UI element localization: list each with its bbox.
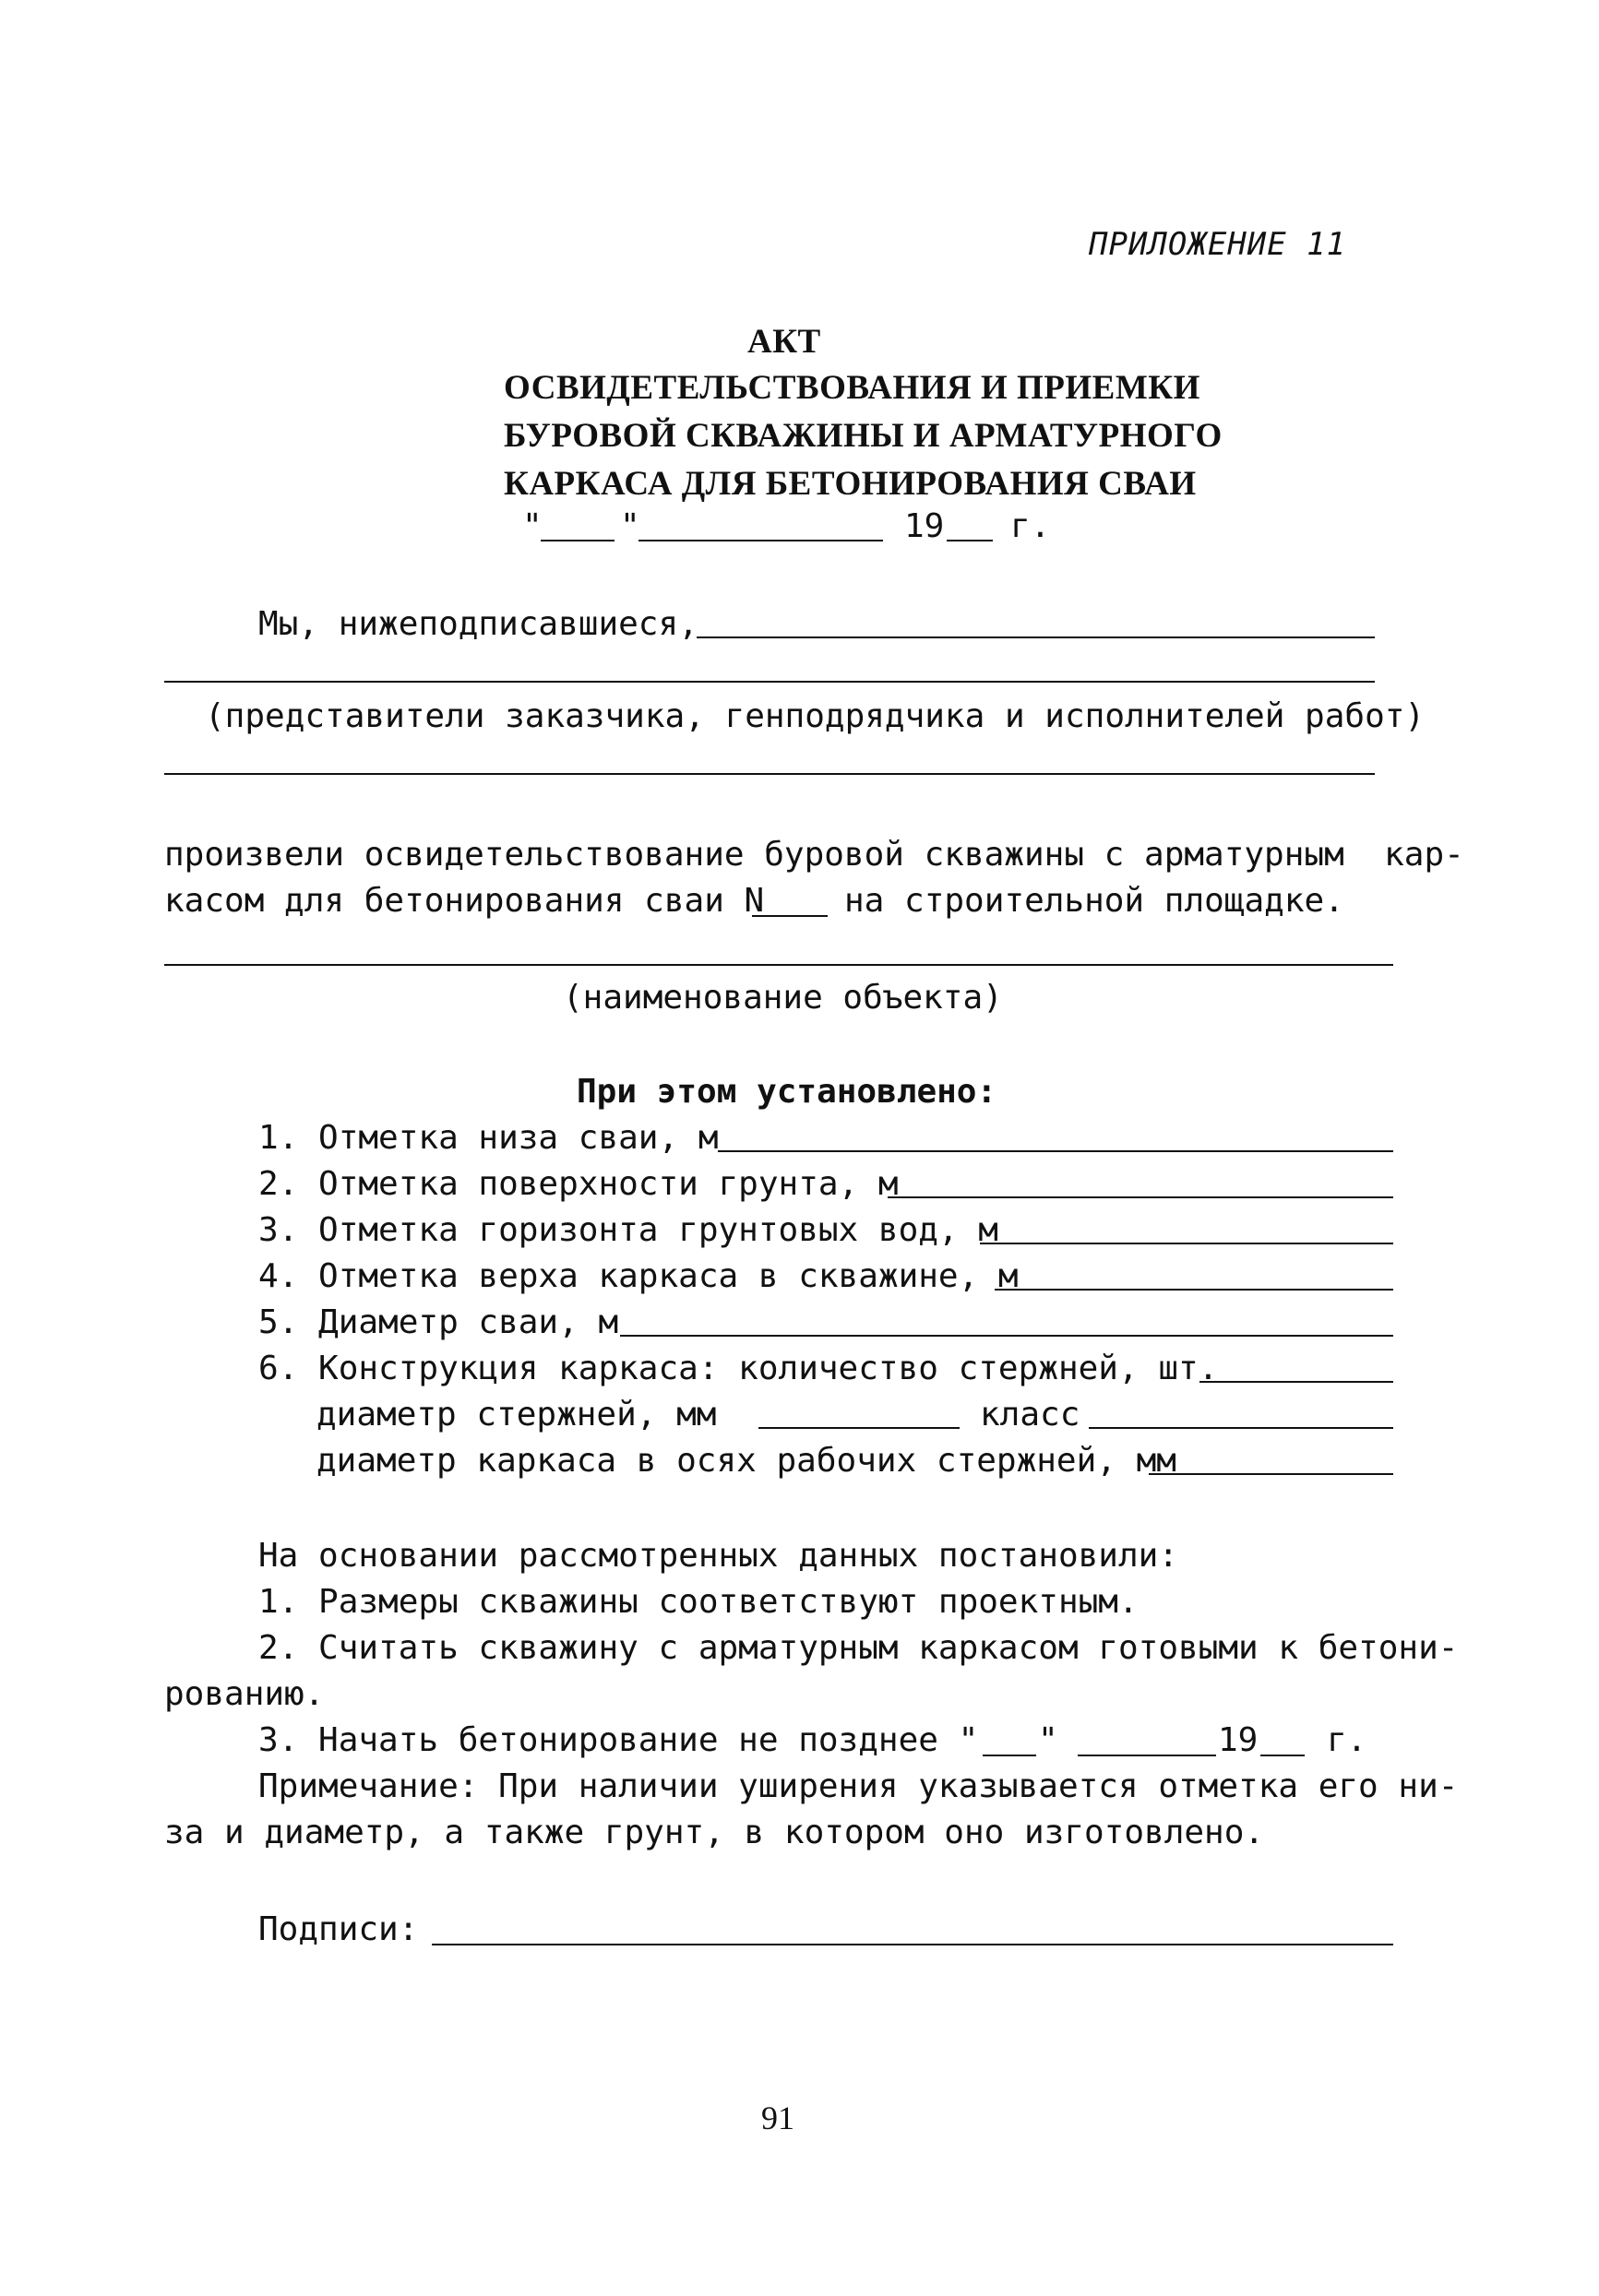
date-year-suffix: г. [1010,507,1051,545]
signed-label: Мы, нижеподписавшиеся, [258,605,698,643]
date-day-blank [541,540,615,541]
established-item-2: 2. Отметка поверхности грунта, м [258,1165,899,1203]
established-item-6: 6. Конструкция каркаса: количество стержней, шт. [258,1350,1219,1387]
decision-item-2-line-2: рованию. [164,1675,325,1713]
rod-diameter-blank [758,1427,960,1429]
class-blank [1089,1427,1393,1429]
decision-heading: На основании рассмотренных данных постановили: [258,1537,1178,1575]
object-caption: (наименование объекта) [563,979,1003,1017]
representatives-caption: (представители заказчика, генподрядчика и исполнителей работ) [205,697,1426,735]
established-item-4-blank [995,1289,1393,1291]
decision-item-2-line-1: 2. Считать скважину с арматурным каркасом готовыми к бетони- [258,1629,1459,1667]
performed-line-2a: касом для бетонирования сваи N [164,882,765,920]
cage-diameter-label: диаметр каркаса в осях рабочих стержней, мм [316,1442,1176,1480]
date-month-blank [638,540,883,541]
note-line-2: за и диаметр, а также грунт, в котором оно изготовлено. [164,1814,1265,1851]
established-item-3-blank [980,1243,1393,1244]
established-item-1-blank [718,1150,1393,1152]
appendix-label: ПРИЛОЖЕНИЕ 11 [1089,226,1347,263]
rod-diameter-label: диаметр стержней, мм [316,1396,717,1434]
signatures-label: Подписи: [258,1910,419,1948]
title-line-3: БУРОВОЙ СКВАЖИНЫ И АРМАТУРНОГО [504,417,1223,455]
decision-year-suffix: г. [1327,1721,1367,1759]
title-line-1: АКТ [747,323,821,361]
decision-item-1: 1. Размеры скважины соответствуют проектным. [258,1583,1139,1621]
signed-blank [697,636,1375,638]
page-number: 91 [761,2100,794,2136]
decision-item-3-prefix: 3. Начать бетонирование не позднее " [258,1721,979,1759]
established-item-1: 1. Отметка низа сваи, м [258,1119,719,1157]
date-year: 19 [904,507,945,545]
established-item-3: 3. Отметка горизонта грунтовых вод, м [258,1211,998,1249]
object-name-blank [164,964,1393,966]
pile-number-blank [752,915,828,917]
date-year-blank [947,540,993,541]
decision-day-blank [983,1755,1036,1756]
note-line-1: Примечание: При наличии уширения указывается отметка его ни- [258,1767,1459,1805]
decision-item-3-quote: " [1038,1721,1058,1759]
representatives-blank-2 [164,773,1375,775]
established-item-2-blank [888,1196,1393,1198]
signatures-blank [432,1944,1393,1945]
established-item-6-blank [1199,1381,1393,1383]
class-label: класс [980,1396,1080,1434]
cage-diameter-blank [1149,1473,1393,1475]
date-open-quote: " [522,507,543,545]
performed-line-1: произвели освидетельствование буровой скважины с арматурным кар- [164,836,1464,874]
established-item-5-blank [620,1335,1393,1337]
established-item-4: 4. Отметка верха каркаса в скважине, м [258,1257,1019,1295]
established-heading: При этом установлено: [577,1073,997,1111]
performed-line-2b: на строительной площадке. [844,882,1344,920]
title-line-2: ОСВИДЕТЕЛЬСТВОВАНИЯ И ПРИЕМКИ [504,369,1200,407]
date-close-quote: " [620,507,640,545]
decision-year: 19 [1218,1721,1259,1759]
representatives-blank-1 [164,681,1375,683]
established-item-5: 5. Диаметр сваи, м [258,1303,619,1341]
decision-month-blank [1078,1755,1216,1756]
decision-year-blank [1260,1755,1305,1756]
title-line-4: КАРКАСА ДЛЯ БЕТОНИРОВАНИЯ СВАИ [504,465,1197,503]
